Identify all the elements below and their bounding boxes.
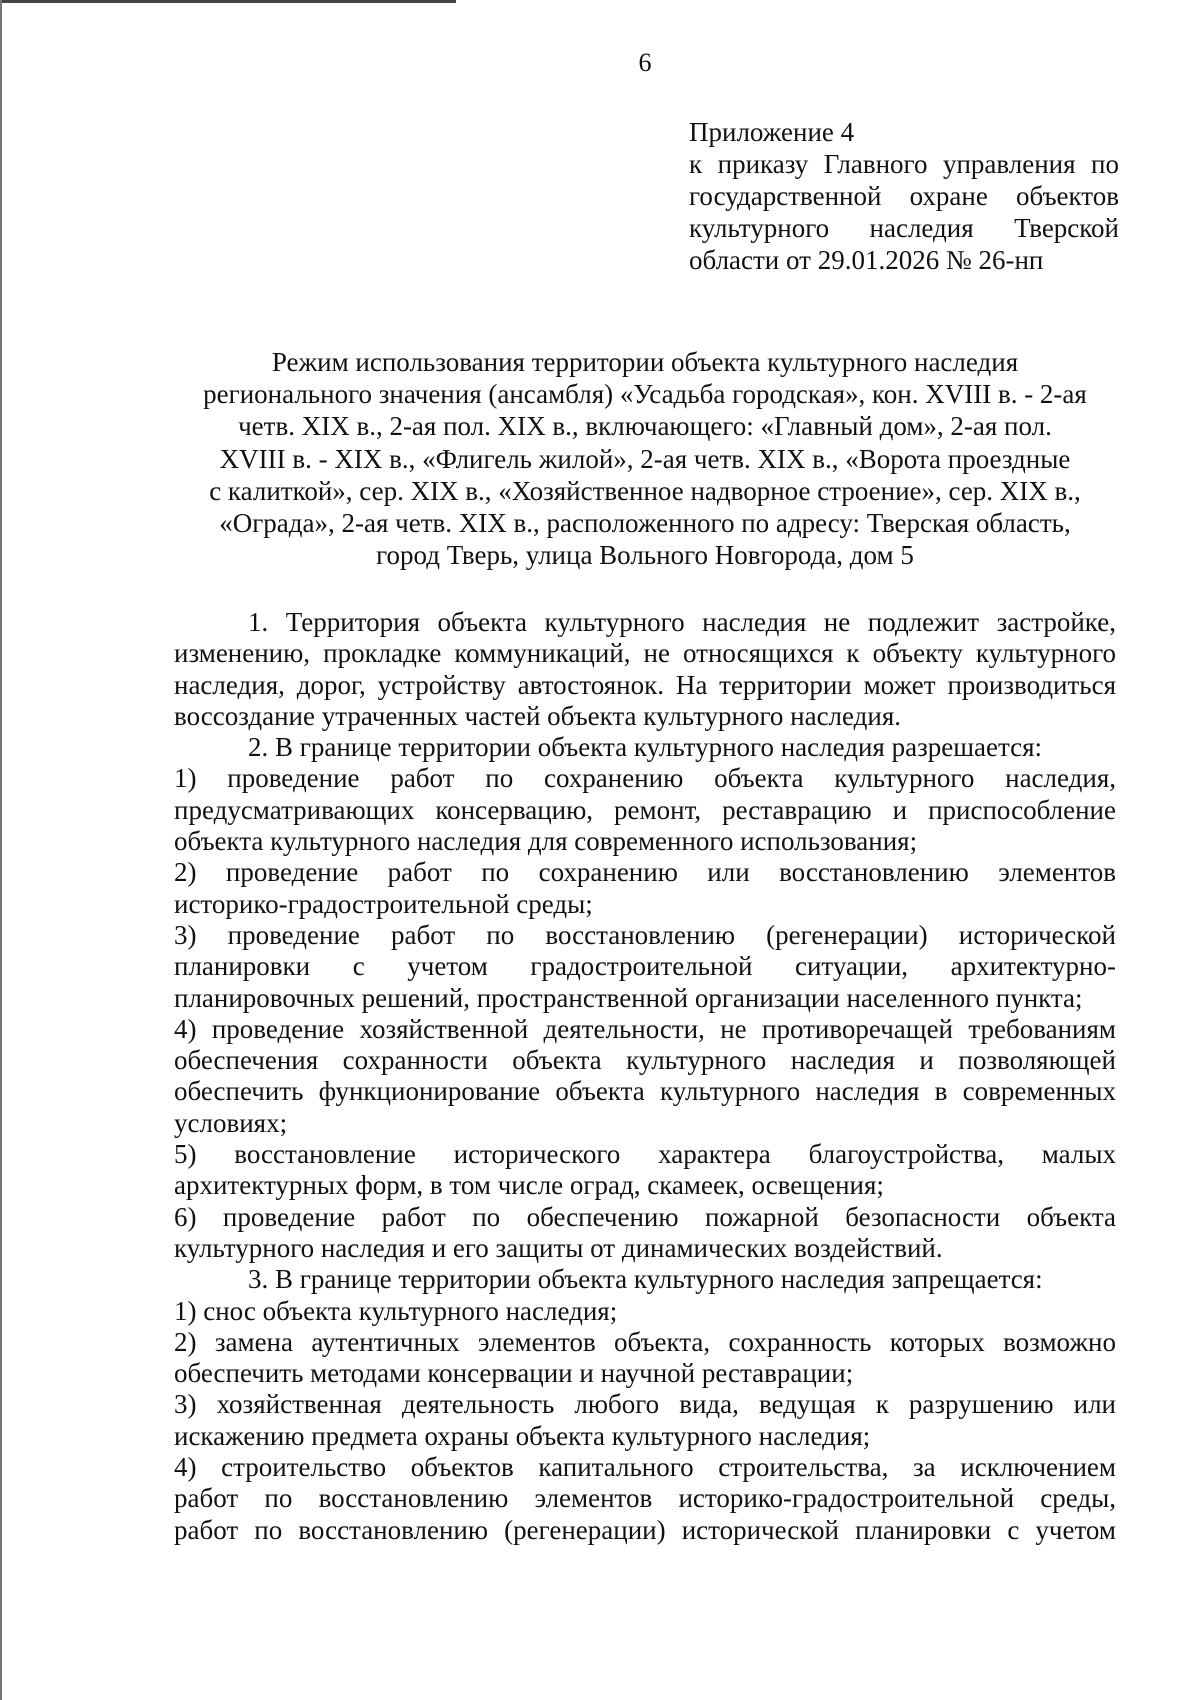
appendix-line: Приложение 4: [689, 117, 855, 147]
body-line: 3) проведение работ по восстановлению (регенерации) исторической: [174, 919, 1116, 950]
scan-edge-left: [0, 0, 2, 1700]
appendix-header: [689, 116, 1119, 276]
body-line: планировочных решений, пространственной организации населенного пункта;: [174, 982, 1083, 1013]
body-line: работ по восстановлению (регенерации) исторической планировки с учетом: [174, 1514, 1116, 1545]
body-line: 5) восстановление исторического характера благоустройства, малых: [174, 1139, 1116, 1170]
body-line: 4) строительство объектов капитального строительства, за исключением: [174, 1452, 1116, 1483]
body-line: обеспечения сохранности объекта культурного наследия и позволяющей: [174, 1045, 1116, 1076]
title-line: четв. XIX в., 2-ая пол. XIX в., включающего: «Главный дом», 2-ая пол.: [238, 411, 1052, 442]
body-line: обеспечить методами консервации и научной реставрации;: [174, 1358, 854, 1389]
body-line: 1) проведение работ по сохранению объекта культурного наследия,: [174, 763, 1116, 794]
body-line: 2) проведение работ по сохранению или восстановлению элементов: [174, 857, 1116, 888]
body-line: 2) замена аутентичных элементов объекта, сохранность которых возможно: [174, 1326, 1116, 1357]
appendix-line: культурного наследия Тверской: [689, 213, 1119, 243]
body-line: 6) проведение работ по обеспечению пожарной безопасности объекта: [174, 1201, 1116, 1232]
body-line: 1) снос объекта культурного наследия;: [174, 1295, 618, 1326]
body-line: историко-градостроительной среды;: [174, 888, 593, 919]
document-title: [170, 346, 1120, 571]
title-line: с калиткой», сер. XIX в., «Хозяйственное надворное строение», сер. XIX в.,: [209, 475, 1081, 506]
body-line: 3. В границе территории объекта культурного наследия запрещается:: [248, 1264, 1043, 1295]
scan-edge-top: [0, 0, 1200, 3]
title-line: XVIII в. - XIX в., «Флигель жилой», 2-ая четв. XIX в., «Ворота проездные: [219, 443, 1071, 474]
body-line: объекта культурного наследия для современного использования;: [174, 826, 918, 857]
appendix-line: области от 29.01.2026 № 26-нп: [689, 245, 1044, 275]
body-line: изменению, прокладке коммуникаций, не относящихся к объекту культурного: [174, 638, 1116, 669]
body-line: культурного наследия и его защиты от динамических воздействий.: [174, 1232, 943, 1263]
body-line: воссоздание утраченных частей объекта культурного наследия.: [174, 700, 902, 731]
body-line: обеспечить функционирование объекта культурного наследия в современных: [174, 1076, 1116, 1107]
appendix-line: к приказу Главного управления по: [689, 149, 1119, 179]
body-line: планировки с учетом градостроительной ситуации, архитектурно-: [174, 951, 1116, 982]
body-line: 3) хозяйственная деятельность любого вида, ведущая к разрушению или: [174, 1389, 1116, 1420]
page-number: 6: [638, 48, 652, 77]
title-line: регионального значения (ансамбля) «Усадьба городская», кон. XVIII в. - 2-ая: [203, 379, 1087, 410]
body-line: условиях;: [174, 1107, 288, 1138]
body-line: 1. Территория объекта культурного наследия не подлежит застройке,: [248, 607, 1116, 637]
body-line: 4) проведение хозяйственной деятельности, не противоречащей требованиям: [174, 1013, 1116, 1044]
title-line: город Тверь, улица Вольного Новгорода, дом 5: [376, 540, 914, 571]
body-line: предусматривающих консервацию, ремонт, реставрацию и приспособление: [174, 794, 1116, 825]
title-line: «Ограда», 2-ая четв. XIX в., расположенного по адресу: Тверская область,: [219, 508, 1071, 539]
body-line: работ по восстановлению элементов историко-градостроительной среды,: [174, 1483, 1116, 1514]
body-line: искажению предмета охраны объекта культурного наследия;: [174, 1420, 871, 1451]
appendix-line: государственной охране объектов: [689, 181, 1119, 211]
body-line: 2. В границе территории объекта культурного наследия разрешается:: [248, 732, 1043, 763]
document-body: [174, 607, 1116, 1546]
body-line: наследия, дорог, устройству автостоянок. На территории может производиться: [174, 669, 1116, 700]
title-line: Режим использования территории объекта культурного наследия: [271, 347, 1019, 377]
body-line: архитектурных форм, в том числе оград, скамеек, освещения;: [174, 1170, 884, 1201]
